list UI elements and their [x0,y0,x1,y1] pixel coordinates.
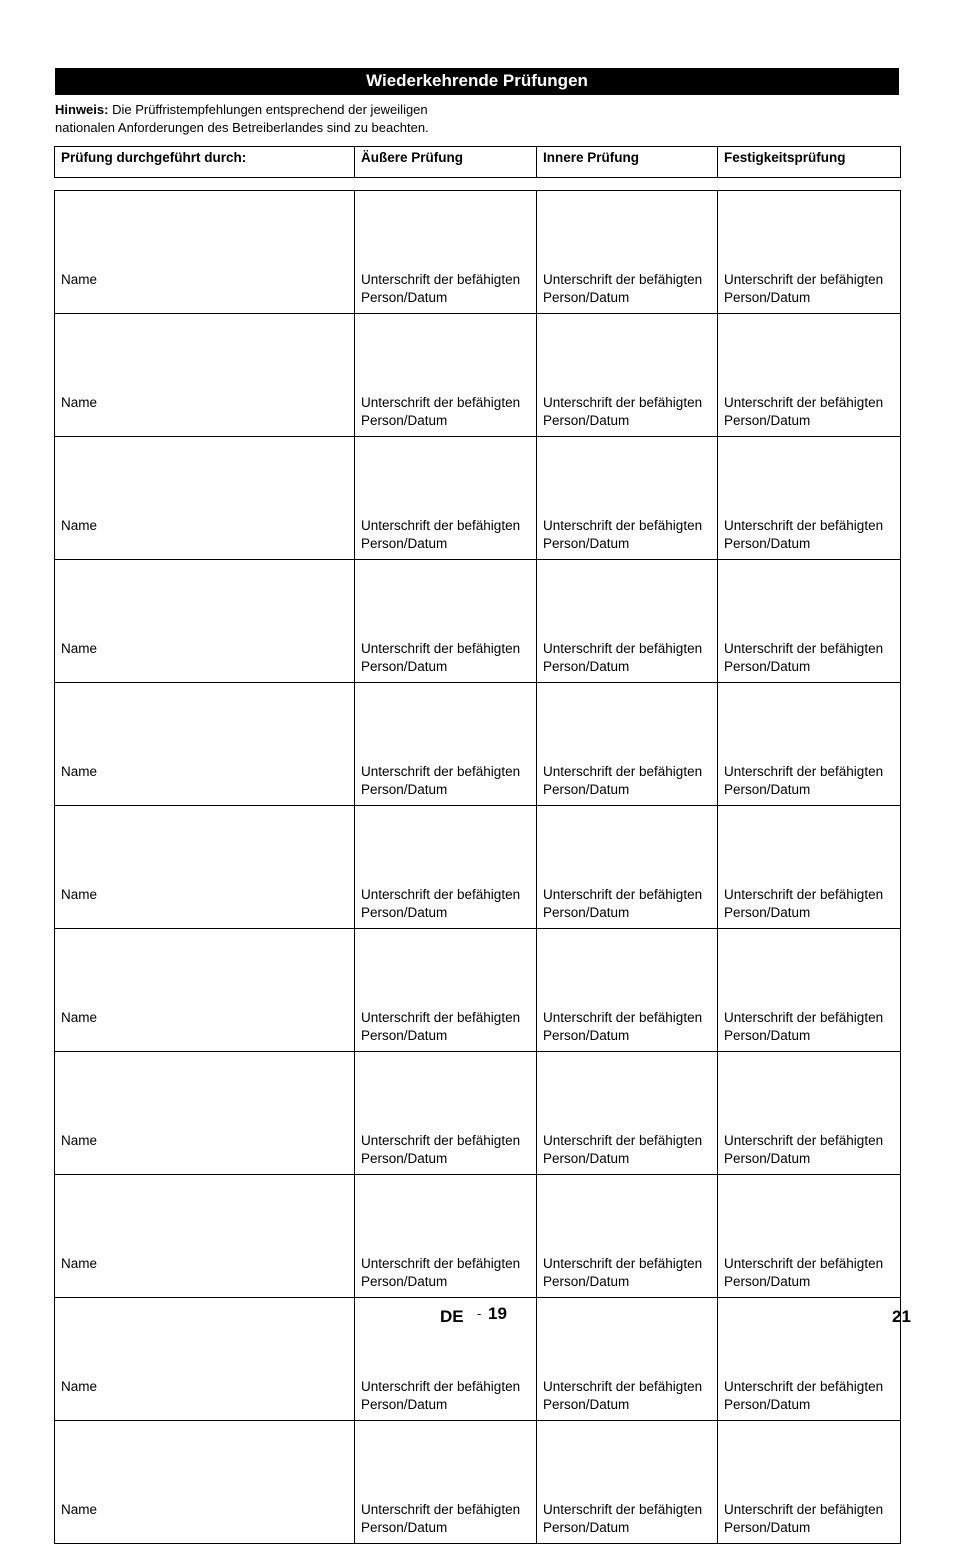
signature-label: Unterschrift der befähigten [361,641,521,656]
name-cell [55,191,355,314]
signature-sublabel: Person/Datum [361,536,448,551]
signature-sublabel: Person/Datum [724,782,811,797]
signature-label: Unterschrift der befähigten [724,272,884,287]
header-cell: Prüfung durchgeführt durch: [55,147,355,178]
signature-label: Unterschrift der befähigten [724,1010,884,1025]
signature-cell [537,437,718,560]
table-row [55,560,901,683]
signature-label: Unterschrift der befähigten [543,1133,703,1148]
signature-cell [537,806,718,929]
name-label: Name [61,395,98,410]
signature-sublabel: Person/Datum [724,413,811,428]
signature-label: Unterschrift der befähigten [724,641,884,656]
footer-dash: - [477,1306,482,1321]
signature-sublabel: Person/Datum [361,782,448,797]
signature-sublabel: Person/Datum [361,413,448,428]
signature-cell [355,191,537,314]
inspection-table [54,190,901,1544]
signature-sublabel: Person/Datum [543,782,630,797]
signature-cell [355,437,537,560]
signature-sublabel: Person/Datum [543,290,630,305]
signature-label: Unterschrift der befähigten [361,1010,521,1025]
signature-sublabel: Person/Datum [361,905,448,920]
signature-label: Unterschrift der befähigten [543,1502,703,1517]
signature-sublabel: Person/Datum [543,659,630,674]
signature-label: Unterschrift der befähigten [543,518,703,533]
signature-cell [355,314,537,437]
name-label: Name [61,518,98,533]
signature-label: Unterschrift der befähigten [543,272,703,287]
signature-cell [718,683,901,806]
name-cell [55,806,355,929]
name-label: Name [61,1010,98,1025]
signature-cell [355,929,537,1052]
name-label: Name [61,1379,98,1394]
signature-cell [718,1175,901,1298]
table-row [55,806,901,929]
name-label: Name [61,1133,98,1148]
signature-label: Unterschrift der befähigten [361,887,521,902]
name-label: Name [61,887,98,902]
name-cell [55,1052,355,1175]
signature-sublabel: Person/Datum [361,1397,448,1412]
signature-label: Unterschrift der befähigten [724,887,884,902]
header-cell: Äußere Prüfung [355,147,537,178]
signature-sublabel: Person/Datum [724,1397,811,1412]
header-row [55,147,901,178]
name-label: Name [61,272,98,287]
table-row [55,1052,901,1175]
signature-label: Unterschrift der befähigten [724,395,884,410]
signature-cell [537,1175,718,1298]
signature-sublabel: Person/Datum [361,290,448,305]
signature-sublabel: Person/Datum [724,1274,811,1289]
name-cell [55,560,355,683]
signature-cell [537,560,718,683]
signature-sublabel: Person/Datum [724,1028,811,1043]
signature-label: Unterschrift der befähigten [724,764,884,779]
signature-label: Unterschrift der befähigten [724,1133,884,1148]
signature-sublabel: Person/Datum [724,659,811,674]
signature-label: Unterschrift der befähigten [543,764,703,779]
name-label: Name [61,1502,98,1517]
signature-cell [537,1421,718,1544]
signature-cell [718,1298,901,1421]
signature-label: Unterschrift der befähigten [361,518,521,533]
signature-label: Unterschrift der befähigten [361,764,521,779]
signature-cell [537,929,718,1052]
signature-sublabel: Person/Datum [361,659,448,674]
page-title: Wiederkehrende Prüfungen [55,68,899,95]
signature-label: Unterschrift der befähigten [543,887,703,902]
signature-cell [355,1052,537,1175]
signature-sublabel: Person/Datum [543,1028,630,1043]
signature-cell [355,1175,537,1298]
signature-sublabel: Person/Datum [724,290,811,305]
name-cell [55,683,355,806]
signature-cell [718,806,901,929]
signature-sublabel: Person/Datum [361,1151,448,1166]
table-row [55,1421,901,1544]
name-cell [55,1298,355,1421]
header-cell: Festigkeitsprüfung [718,147,901,178]
signature-cell [537,1052,718,1175]
footer-section-page: 19 [488,1304,507,1323]
signature-sublabel: Person/Datum [543,1274,630,1289]
table-row [55,314,901,437]
name-cell [55,314,355,437]
name-label: Name [61,764,98,779]
name-label: Name [61,641,98,656]
signature-label: Unterschrift der befähigten [361,1502,521,1517]
signature-label: Unterschrift der befähigten [724,518,884,533]
signature-sublabel: Person/Datum [543,905,630,920]
signature-cell [355,560,537,683]
signature-label: Unterschrift der befähigten [724,1502,884,1517]
signature-label: Unterschrift der befähigten [724,1379,884,1394]
signature-cell [537,191,718,314]
signature-cell [718,314,901,437]
signature-sublabel: Person/Datum [724,1520,811,1535]
note-label: Hinweis: [55,102,109,117]
signature-sublabel: Person/Datum [361,1274,448,1289]
signature-cell [718,929,901,1052]
signature-label: Unterschrift der befähigten [543,395,703,410]
signature-label: Unterschrift der befähigten [361,395,521,410]
signature-label: Unterschrift der befähigten [543,1379,703,1394]
note-text-2: nationalen Anforderungen des Betreiberlandes sind zu beachten. [55,120,429,135]
signature-cell [355,806,537,929]
signature-label: Unterschrift der befähigten [361,1379,521,1394]
note [55,101,495,137]
signature-sublabel: Person/Datum [724,905,811,920]
signature-label: Unterschrift der befähigten [361,1133,521,1148]
signature-cell [718,560,901,683]
name-label: Name [61,1256,98,1271]
table-row [55,1175,901,1298]
header-cell: Innere Prüfung [537,147,718,178]
signature-label: Unterschrift der befähigten [361,272,521,287]
signature-sublabel: Person/Datum [361,1028,448,1043]
signature-sublabel: Person/Datum [543,1151,630,1166]
signature-cell [537,314,718,437]
name-cell [55,1175,355,1298]
signature-cell [537,1298,718,1421]
signature-sublabel: Person/Datum [724,536,811,551]
note-text: Die Prüffristempfehlungen entsprechend der jeweiligen [108,102,428,117]
table-row [55,437,901,560]
name-cell [55,437,355,560]
signature-label: Unterschrift der befähigten [361,1256,521,1271]
signature-label: Unterschrift der befähigten [543,641,703,656]
signature-cell [718,1052,901,1175]
name-cell [55,1421,355,1544]
signature-cell [718,191,901,314]
signature-cell [718,1421,901,1544]
footer-page-number: 21 [892,1307,911,1326]
table-row [55,929,901,1052]
signature-label: Unterschrift der befähigten [543,1256,703,1271]
signature-sublabel: Person/Datum [543,536,630,551]
signature-cell [355,1421,537,1544]
signature-cell [355,683,537,806]
signature-sublabel: Person/Datum [543,1397,630,1412]
table-row [55,191,901,314]
header-table [54,146,901,178]
signature-cell [718,437,901,560]
signature-label: Unterschrift der befähigten [543,1010,703,1025]
signature-sublabel: Person/Datum [724,1151,811,1166]
table-row [55,683,901,806]
signature-label: Unterschrift der befähigten [724,1256,884,1271]
name-cell [55,929,355,1052]
signature-sublabel: Person/Datum [361,1520,448,1535]
signature-sublabel: Person/Datum [543,413,630,428]
signature-sublabel: Person/Datum [543,1520,630,1535]
signature-cell [537,683,718,806]
footer-language: DE [440,1307,464,1326]
